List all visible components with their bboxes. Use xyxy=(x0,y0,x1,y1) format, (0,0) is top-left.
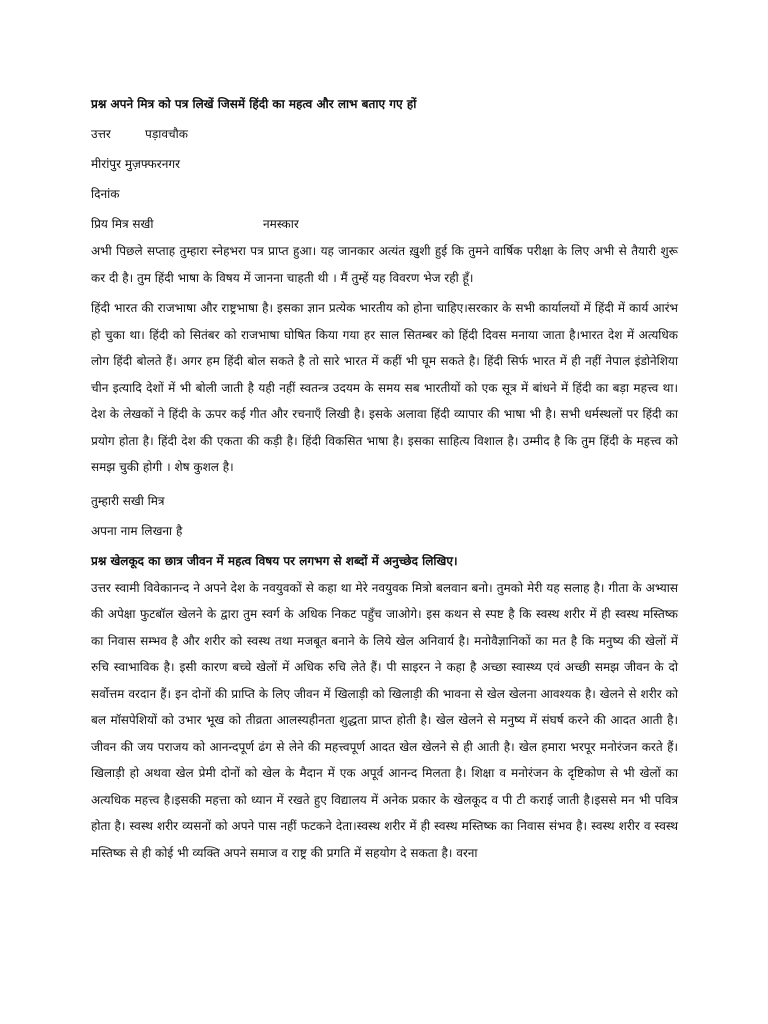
address-line1: पड़ावचौक xyxy=(145,127,188,141)
salutation: प्रिय मित्र सखी xyxy=(91,217,154,231)
essay-paragraph: उत्तर स्वामी विवेकानन्द ने अपने देश के नवयुवकों से कहा था मेरे नवयुवक मित्रो बलवान बनो। तुमको मेरी यह सलाह है। गीता के अभ्यास की अपेक्षा फुटबॉल खेलने के द्वारा तुम स्वर्ग के अधिक निकट पहुँच जाओगे। इस कथन से स्पष्ट है कि स्वस्थ शरीर में ही स्वस्थ मस्तिष्क का निवास सम्भव है और शरीर को स्वस्थ तथा मजबूत बनाने के लिये खेल अनिवार्य है। मनोवैज्ञानिकों का मत है कि मनुष्य की खेलों में रुचि स्वाभाविक है। इसी कारण बच्चे खेलों में अधिक रुचि लेते हैं। पी साइरन ने कहा है अच्छा स्वास्थ्य एवं अच्छी समझ जीवन के दो सर्वोत्तम वरदान हैं। इन दोनों की प्राप्ति के लिए जीवन में खिलाड़ी को खिलाड़ी की भावना से खेल खेलना आवश्यक है। खेलने से शरीर को बल मॉसपेशियों को उभार भूख को तीव्रता आलस्यहीनता शुद्धता प्राप्त होती है। खेल खेलने से मनुष्य में संघर्ष करने की आदत आती है। जीवन की जय पराजय को आनन्दपूर्ण ढंग से लेने की महत्त्वपूर्ण आदत खेल खेलने से ही आती है। खेल हमारा भरपूर मनोरंजन करते हैं। खिलाड़ी हो अथवा खेल प्रेमी दोनों को खेल के मैदान में एक अपूर्व आनन्द मिलता है। शिक्षा व मनोरंजन के दृष्टिकोण से भी खेलों का अत्यधिक महत्त्व है।इसकी महत्ता को ध्यान में रखते हुए विद्यालय में अनेक प्रकार के खेलकूद व पी टी कराई जाती है।इससे मन भी पवित्र होता है। स्वस्थ शरीर व्यसनों को अपने पास नहीं फटकने देता।स्वस्थ शरीर में ही स्वस्थ मस्तिष्क का निवास संभव है। स्वस्थ शरीर व स्वस्थ मस्तिष्क से ही कोई भी व्यक्ति अपने समाज व राष्ट्र की प्रगति में सहयोग दे सकता है। वरना xyxy=(91,580,678,860)
letter-signature: अपना नाम लिखना है xyxy=(91,523,183,538)
date-label: दिनांक xyxy=(91,187,120,201)
salutation-block xyxy=(91,216,678,232)
address-line2: मीरांपुर मुज़फ्फरनगर xyxy=(91,157,181,171)
letter-paragraph-2: हिंदी भारत की राजभाषा और राष्ट्रभाषा है। इसका ज्ञान प्रत्येक भारतीय को होना चाहिए।सरकार के सभी कार्यालयों में हिंदी में कार्य आरंभ हो चुका था। हिंदी को सितंबर को राजभाषा घोषित किया गया हर साल सितम्बर को हिंदी दिवस मनाया जाता है।भारत देश में अत्यधिक लोग हिंदी बोलते हैं। अगर हम हिंदी बोल सकते है तो सारे भारत में कहीं भी घूम सकते है। हिंदी सिर्फ भारत में ही नहीं नेपाल इंडोनेशिया चीन इत्यादि देशों में भी बोली जाती है यही नहीं स्वतन्त्र उदयम के समय सब भारतीयों को एक सूत्र में बांधने में हिंदी का बड़ा महत्त्व था। देश के लेखकों ने हिंदी के ऊपर कई गीत और रचनाएँ लिखी है। इसके अलावा हिंदी व्यापार की भाषा भी है। सभी धर्मस्थलों पर हिंदी का प्रयोग होता है। हिंदी देश की एकता की कड़ी है। हिंदी विकसित भाषा है। इसका साहित्य विशाल है। उम्मीद है कि तुम हिंदी के महत्त्व को समझ चुकी होगी । शेष कुशल है। xyxy=(91,301,678,474)
letter-question: प्रश्न अपने मित्र को पत्र लिखें जिसमें हिंदी का महत्व और लाभ बताए गए हों xyxy=(91,97,417,111)
greeting: नमस्कार xyxy=(263,217,299,231)
letter-closing: तुम्हारी सखी मित्र xyxy=(91,493,165,508)
essay-question: प्रश्न खेलकूद का छात्र जीवन में महत्व विषय पर लगभग से शब्दों में अनुच्छेद लिखिए। xyxy=(91,553,458,568)
address-block xyxy=(91,126,678,142)
letter-paragraph-1: अभी पिछले सप्ताह तुम्हारा स्नेहभरा पत्र प्राप्त हुआ। यह जानकार अत्यंत ख़ुशी हुई कि तुमने वार्षिक परीक्षा के लिए अभी से तैयारी शुरू कर दी है। तुम हिंदी भाषा के विषय में जानना चाहती थी । मैं तुम्हें यह विवरण भेज रही हूँ। xyxy=(91,244,678,285)
address-label: उत्तर xyxy=(91,127,111,141)
